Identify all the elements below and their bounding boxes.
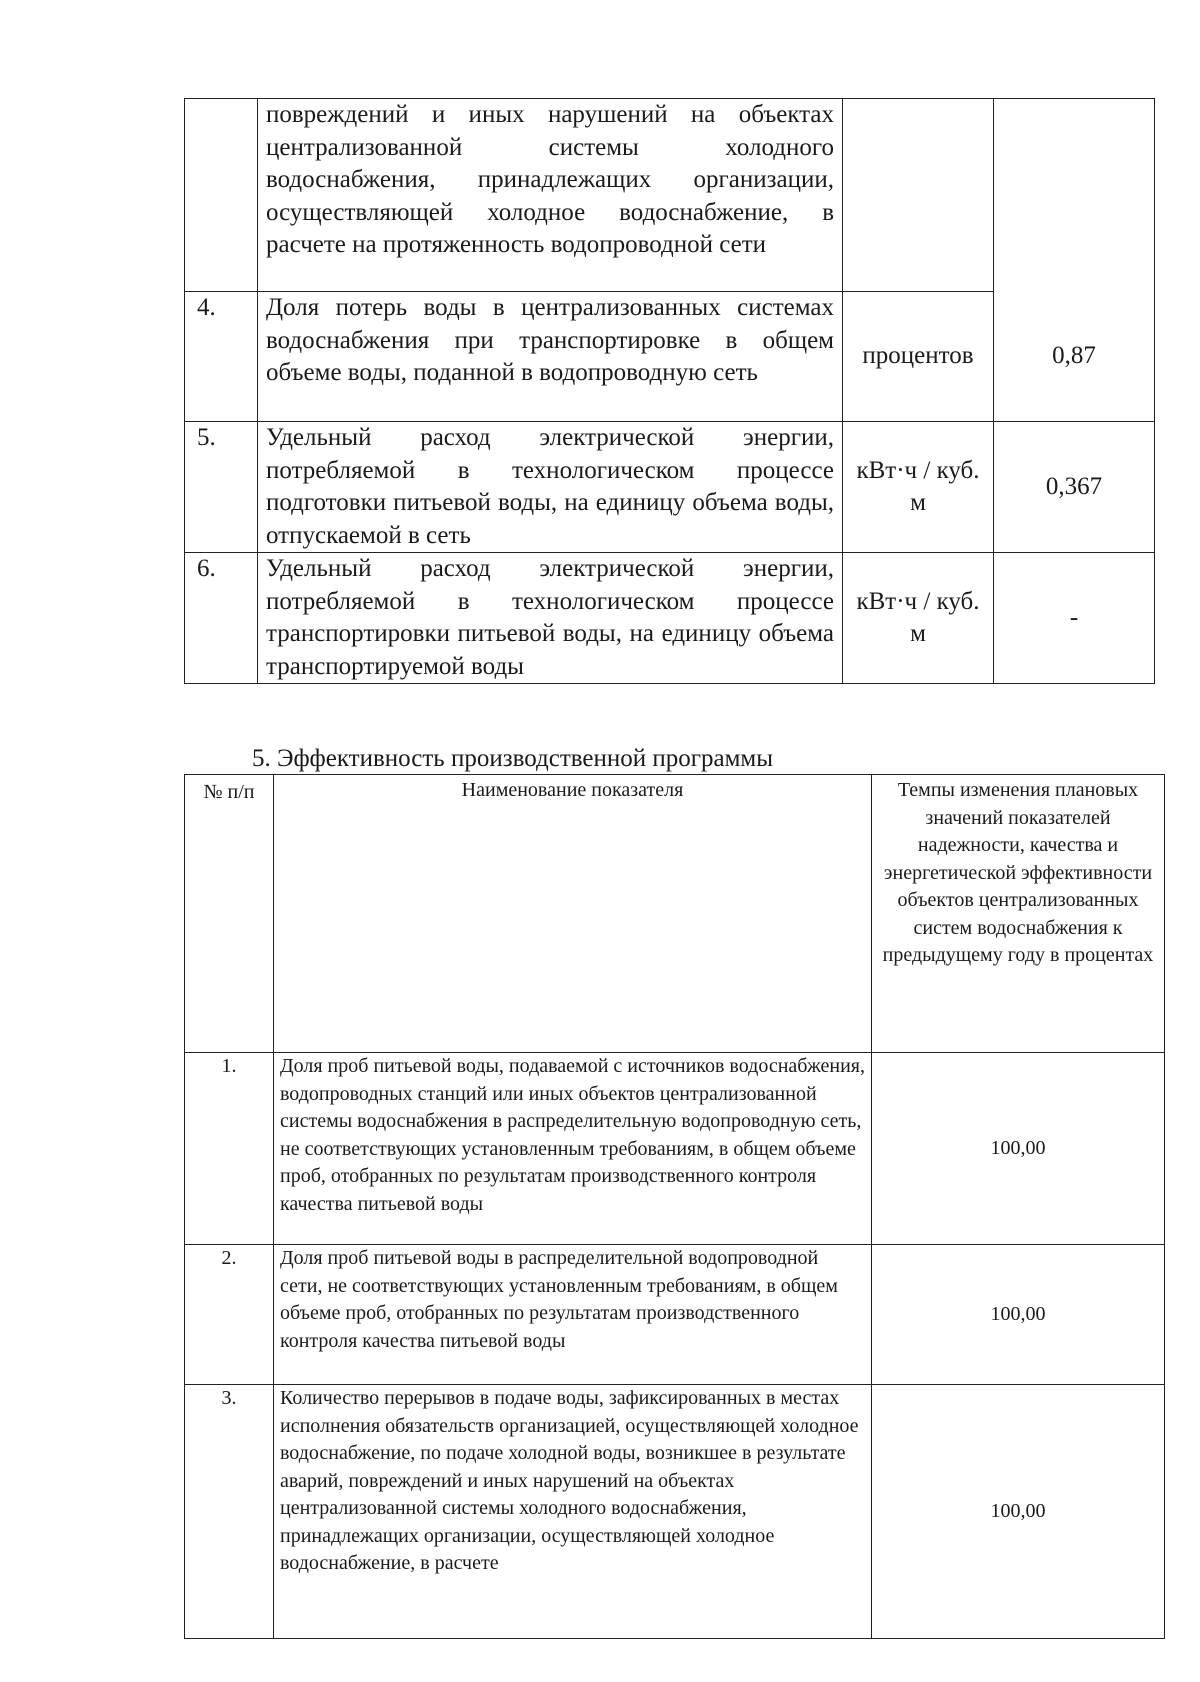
indicator-name: Удельный расход электрической энергии, потребляемой в технологическом процессе транспортировки питьевой воды, на единицу объема транспортируемой воды [258,553,843,684]
header-name: Наименование показателя [274,775,872,1053]
indicator-name: Удельный расход электрической энергии, потребляемой в технологическом процессе подготовки питьевой воды, на единицу объема воды, отпускаемой в сеть [258,422,843,553]
row-number [185,99,258,292]
table-row [185,1385,1165,1639]
table-row [185,99,1155,292]
unit-cell: кВт·ч / куб. м [843,422,994,553]
row-number: 6. [185,553,258,684]
header-value: Темпы изменения плановых значений показателей надежности, качества и энергетической эффективности объектов централизованных систем водоснабжения к предыдущему году в процентах [872,775,1165,1053]
header-number: № п/п [185,775,274,1053]
value-cell: 100,00 [872,1245,1165,1385]
indicators-table-continued [184,98,1155,684]
row-number: 1. [185,1053,274,1245]
value-cell: 0,87 [994,292,1155,422]
value-cell: 100,00 [872,1385,1165,1639]
indicator-name: Доля проб питьевой воды, подаваемой с источников водоснабжения, водопроводных станций или иных объектов централизованной системы водоснабжения в распределительную водопроводную сеть, не соответствующих установленным требованиям, в общем объеме проб, отобранных по результатам производственного контроля качества питьевой воды [274,1053,872,1245]
unit-cell: процентов [843,292,994,422]
table-row [185,1245,1165,1385]
row-number: 5. [185,422,258,553]
indicator-name: повреждений и иных нарушений на объектах централизованной системы холодного водоснабжения, принадлежащих организации, осуществляющей холодное водоснабжение, в расчете на протяженность водопроводной сети [258,99,843,292]
row-number: 2. [185,1245,274,1385]
efficiency-table [184,774,1165,1639]
table-row [185,553,1155,684]
indicator-name: Доля проб питьевой воды в распределительной водопроводной сети, не соответствующих установленным требованиям, в общем объеме проб, отобранных по результатам производственного контроля качества питьевой воды [274,1245,872,1385]
table-row [185,292,1155,422]
indicator-name: Количество перерывов в подаче воды, зафиксированных в местах исполнения обязательств организацией, осуществляющей холодное водоснабжение, по подаче холодной воды, возникшее в результате аварий, повреждений и иных нарушений на объектах централизованной системы холодного водоснабжения, принадлежащих организации, осуществляющей холодное водоснабжение, в расчете [274,1385,872,1639]
value-cell: 0,367 [994,422,1155,553]
row-number: 3. [185,1385,274,1639]
row-number: 4. [185,292,258,422]
table-row [185,1053,1165,1245]
indicator-name: Доля потерь воды в централизованных системах водоснабжения при транспортировке в общем объеме воды, поданной в водопроводную сеть [258,292,843,422]
unit-cell: кВт·ч / куб. м [843,553,994,684]
table-header-row [185,775,1165,1053]
table-row [185,422,1155,553]
section-title: 5. Эффективность производственной программы [252,745,774,772]
value-cell: - [994,553,1155,684]
unit-cell [843,99,994,292]
value-cell: 100,00 [872,1053,1165,1245]
value-cell [994,99,1155,292]
